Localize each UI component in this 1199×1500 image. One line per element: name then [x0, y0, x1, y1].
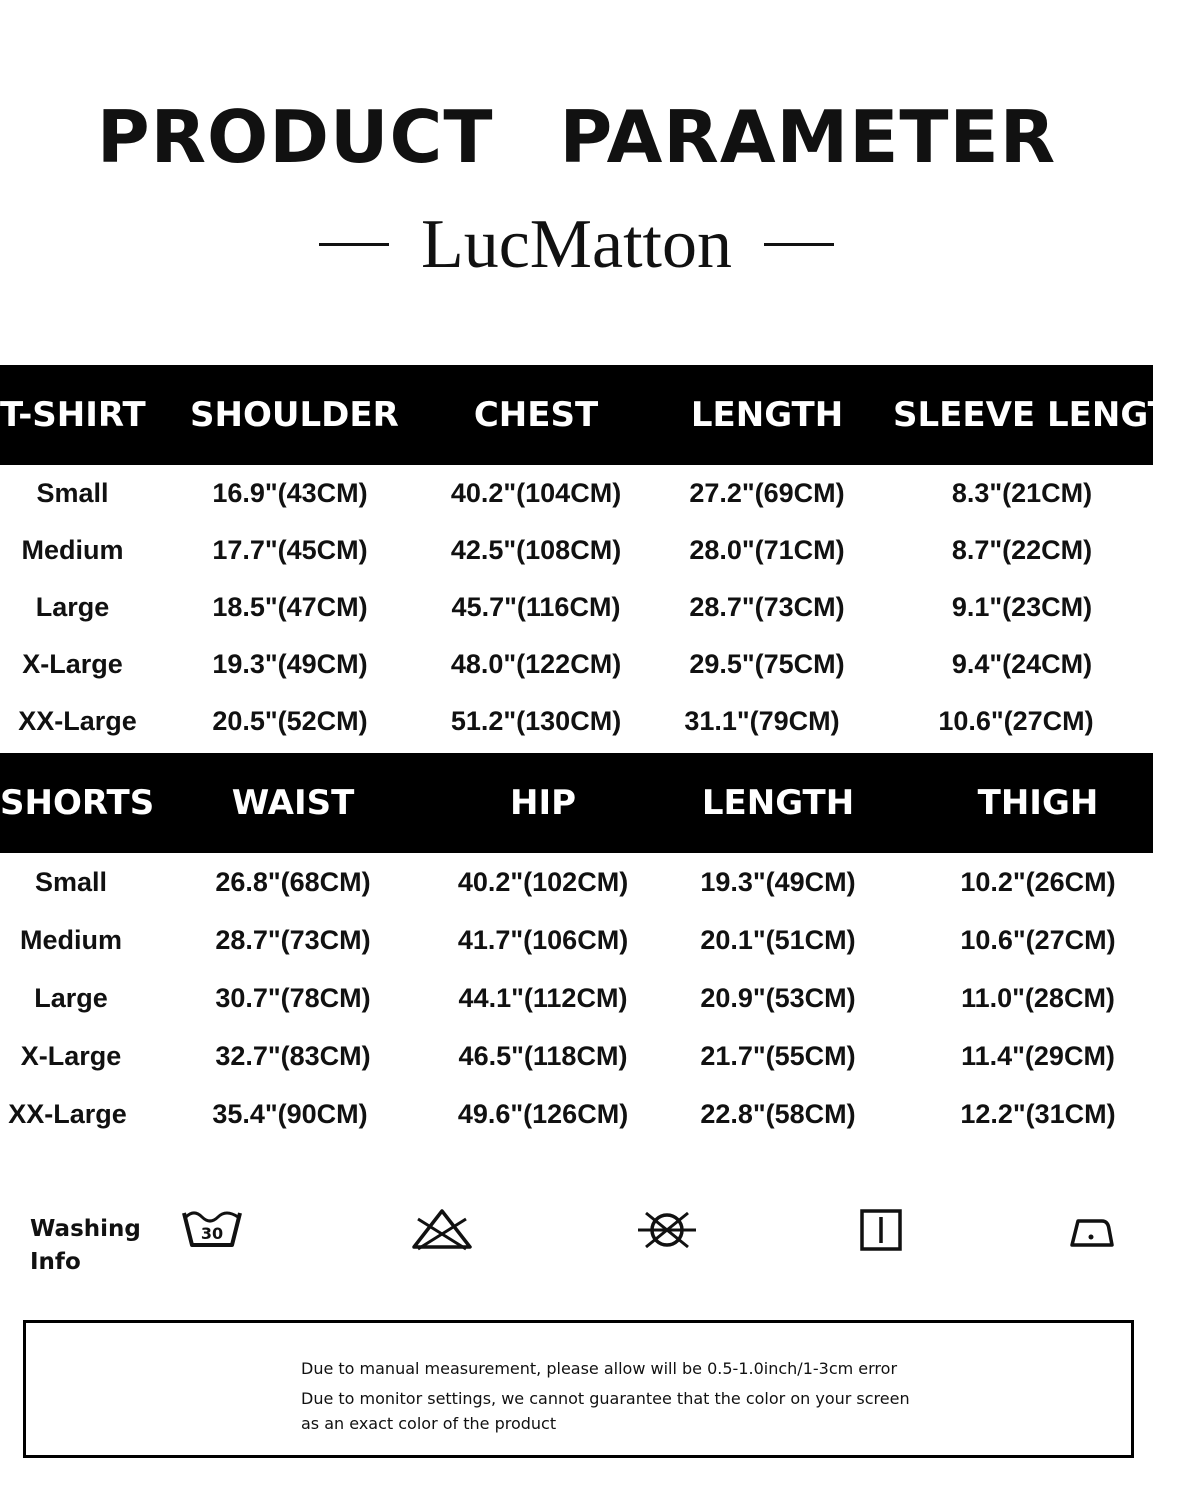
- shoulder-value: 16.9"(43CM): [212, 478, 368, 508]
- shorts-row-medium: [0, 912, 1153, 969]
- tshirt-row-xx-large: [0, 693, 1153, 750]
- waist-value: 28.7"(73CM): [215, 925, 371, 955]
- length-value: 21.7"(55CM): [700, 1041, 856, 1071]
- note-color-line1: Due to monitor settings, we cannot guarantee that the color on your screen: [301, 1389, 910, 1408]
- chest-value: 45.7"(116CM): [451, 592, 621, 622]
- shorts-row-xx-large: [0, 1086, 1153, 1143]
- hip-value: 44.1"(112CM): [458, 983, 628, 1013]
- length-value: 28.7"(73CM): [689, 592, 845, 622]
- size-label: Large: [35, 592, 110, 622]
- waist-value: 35.4"(90CM): [212, 1099, 368, 1129]
- wash-temp-label: 30: [200, 1224, 224, 1243]
- tshirt-row-small: [0, 465, 1153, 522]
- left-dash: [319, 243, 389, 246]
- length-value: 20.9"(53CM): [700, 983, 856, 1013]
- length-value: 20.1"(51CM): [700, 925, 856, 955]
- size-label: XX-Large: [8, 1099, 127, 1129]
- tshirt-header-chest: CHEST: [473, 395, 599, 435]
- length-value: 27.2"(69CM): [689, 478, 845, 508]
- waist-value: 26.8"(68CM): [215, 867, 371, 897]
- shorts-header-waist: WAIST: [231, 783, 355, 823]
- length-value: 19.3"(49CM): [700, 867, 856, 897]
- washing-label-line2: Info: [30, 1249, 81, 1275]
- sleeve-length-value: 9.1"(23CM): [951, 592, 1093, 622]
- tshirt-header-length: LENGTH: [690, 395, 844, 435]
- shorts-header-length: LENGTH: [701, 783, 855, 823]
- size-label: Medium: [21, 535, 124, 565]
- shoulder-value: 17.7"(45CM): [212, 535, 368, 565]
- sleeve-length-value: 10.6"(27CM): [938, 706, 1094, 736]
- tshirt-header-shoulder: SHOULDER: [190, 395, 399, 435]
- note-measurement: Due to manual measurement, please allow will be 0.5-1.0inch/1-3cm error: [301, 1359, 898, 1378]
- disclaimer-box: [23, 1320, 1134, 1458]
- size-label: XX-Large: [18, 706, 137, 736]
- size-label: Small: [36, 478, 109, 508]
- waist-value: 32.7"(83CM): [215, 1041, 371, 1071]
- tshirt-row-large: [0, 579, 1153, 636]
- thigh-value: 11.0"(28CM): [961, 983, 1115, 1013]
- shorts-row-large: [0, 970, 1153, 1027]
- chest-value: 48.0"(122CM): [450, 649, 622, 679]
- tshirt-row-medium: [0, 522, 1153, 579]
- sleeve-length-value: 8.7"(22CM): [951, 535, 1093, 565]
- shorts-header-band: [0, 753, 1153, 853]
- length-value: 29.5"(75CM): [689, 649, 845, 679]
- size-label: X-Large: [22, 649, 123, 679]
- tshirt-header-sleeve-length: SLEEVE LENGTH: [893, 395, 1199, 435]
- size-label: X-Large: [20, 1041, 122, 1071]
- hip-value: 41.7"(106CM): [457, 925, 629, 955]
- thigh-value: 10.6"(27CM): [960, 925, 1116, 955]
- thigh-value: 11.4"(29CM): [961, 1041, 1115, 1071]
- shoulder-value: 20.5"(52CM): [212, 706, 368, 736]
- page-title: PRODUCT PARAMETER: [96, 95, 1057, 179]
- length-value: 31.1"(79CM): [684, 706, 840, 736]
- chest-value: 40.2"(104CM): [450, 478, 622, 508]
- waist-value: 30.7"(78CM): [215, 983, 371, 1013]
- sleeve-length-value: 9.4"(24CM): [951, 649, 1093, 679]
- size-label: Large: [34, 983, 108, 1013]
- do-not-tumble-dry-icon: [636, 1205, 698, 1253]
- shorts-header-hip: HIP: [509, 783, 577, 823]
- washing-info-label: [30, 1213, 141, 1279]
- tshirt-header-band: [0, 365, 1199, 465]
- tshirt-header-category: T-SHIRT: [0, 395, 146, 435]
- note-color-line2: as an exact color of the product: [301, 1414, 557, 1433]
- thigh-value: 12.2"(31CM): [960, 1099, 1116, 1129]
- size-label: Medium: [19, 925, 122, 955]
- sleeve-length-value: 8.3"(21CM): [951, 478, 1093, 508]
- right-dash: [764, 243, 834, 246]
- shorts-header-thigh: THIGH: [977, 783, 1099, 823]
- shoulder-value: 19.3"(49CM): [212, 649, 368, 679]
- shoulder-value: 18.5"(47CM): [212, 592, 368, 622]
- iron-low-icon: [1066, 1205, 1116, 1253]
- hip-value: 46.5"(118CM): [458, 1041, 628, 1071]
- brand-name: LucMatton: [420, 206, 733, 283]
- size-label: Small: [34, 867, 108, 897]
- tshirt-row-x-large: [0, 636, 1153, 693]
- shorts-row-small: [0, 854, 1153, 911]
- wash-30-icon: [180, 1205, 244, 1253]
- thigh-value: 10.2"(26CM): [960, 867, 1116, 897]
- washing-label-line1: Washing: [30, 1216, 141, 1242]
- drip-dry-icon: [858, 1205, 904, 1253]
- chest-value: 51.2"(130CM): [450, 706, 622, 736]
- shorts-header-category: SHORTS: [0, 783, 155, 823]
- hip-value: 49.6"(126CM): [457, 1099, 629, 1129]
- shorts-row-x-large: [0, 1028, 1153, 1085]
- length-value: 28.0"(71CM): [689, 535, 845, 565]
- length-value: 22.8"(58CM): [700, 1099, 856, 1129]
- do-not-bleach-icon: [408, 1205, 476, 1253]
- brand-line: [0, 205, 1153, 285]
- hip-value: 40.2"(102CM): [457, 867, 629, 897]
- chest-value: 42.5"(108CM): [450, 535, 622, 565]
